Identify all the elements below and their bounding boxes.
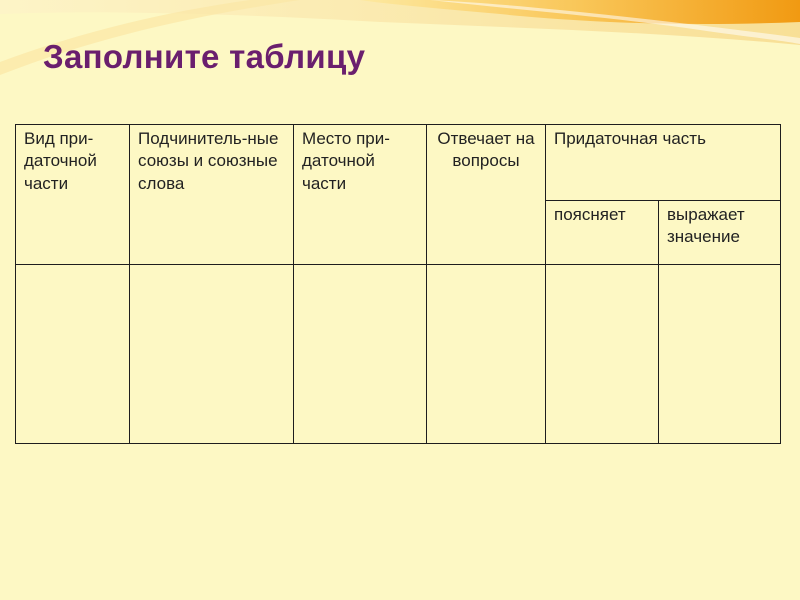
page-title: Заполните таблицу <box>43 38 366 75</box>
header-cell-vid: Вид при-даточной части <box>16 125 130 265</box>
header-cell-soyuzy: Подчинитель-ные союзы и союзные слова <box>130 125 294 265</box>
header-cell-poyasnyaet: поясняет <box>546 201 659 265</box>
header-cell-voprosy: Отвечает на вопросы <box>427 125 546 265</box>
empty-cell-vyrazhaet[interactable] <box>659 265 781 444</box>
empty-cell-voprosy[interactable] <box>427 265 546 444</box>
header-cell-pridatochnaya: Придаточная часть <box>546 125 781 201</box>
empty-cell-soyuzy[interactable] <box>130 265 294 444</box>
table-row <box>16 265 781 444</box>
header-cell-mesto: Место при-даточной части <box>294 125 427 265</box>
fill-in-table <box>15 124 781 444</box>
header-row <box>16 125 781 201</box>
empty-cell-mesto[interactable] <box>294 265 427 444</box>
empty-cell-poyasnyaet[interactable] <box>546 265 659 444</box>
empty-cell-vid[interactable] <box>16 265 130 444</box>
header-cell-vyrazhaet: выражает значение <box>659 201 781 265</box>
